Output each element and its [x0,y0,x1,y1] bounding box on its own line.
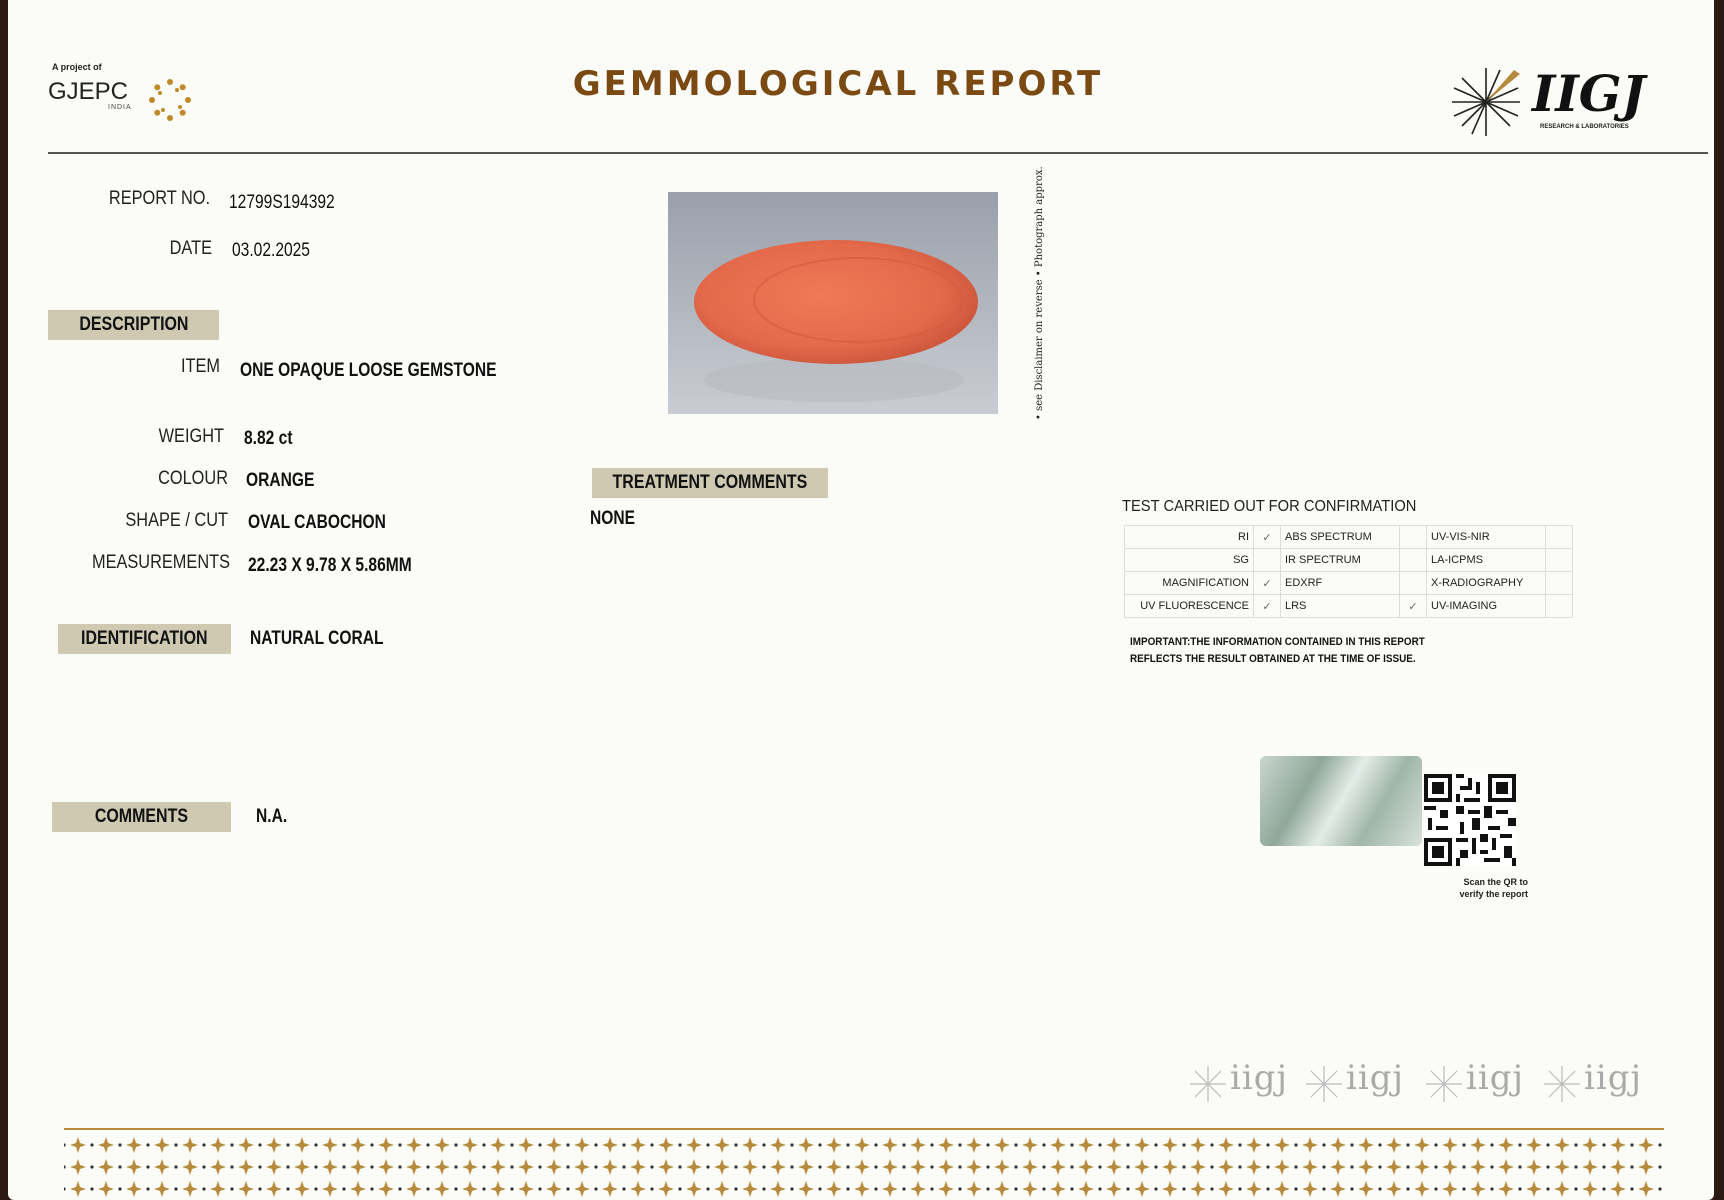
test-name: LRS [1281,595,1400,618]
treatment-value: NONE [590,508,636,529]
date-value: 03.02.2025 [232,240,310,261]
comments-tag [52,802,231,832]
check-icon-empty [1546,595,1573,618]
table-row [1125,572,1573,595]
identification-value: NATURAL CORAL [250,628,384,649]
check-icon: ✓ [1254,572,1281,595]
check-icon-empty [1546,572,1573,595]
item-label: ITEM [180,356,220,377]
check-icon-empty [1400,526,1427,549]
measurements-label: MEASUREMENTS [91,552,230,573]
item-value: ONE OPAQUE LOOSE GEMSTONE [240,360,497,381]
check-icon: ✓ [1400,595,1427,618]
hologram-sticker [1260,756,1422,846]
gjepc-star-icon [146,76,194,124]
check-icon-empty [1254,549,1281,572]
description-heading: DESCRIPTION [78,314,189,335]
comments-value: N.A. [256,806,288,827]
gjepc-logo [46,62,206,132]
gjepc-name: GJEPC [48,78,129,105]
description-tag [48,310,219,340]
watermark-burst-icon [1304,1064,1344,1104]
test-name: SG [1125,549,1254,572]
iigj-sub: RESEARCH & LABORATORIES [1540,124,1629,130]
treatment-heading: TREATMENT COMMENTS [612,472,808,493]
tests-title: TEST CARRIED OUT FOR CONFIRMATION [1122,498,1417,515]
test-name: EDXRF [1281,572,1400,595]
iigj-burst-icon [1448,64,1524,140]
footer-pattern [64,1134,1664,1198]
report-no-label: REPORT NO. [108,188,210,209]
shape-value: OVAL CABOCHON [248,512,386,533]
check-icon-empty [1400,572,1427,595]
table-row [1125,549,1573,572]
footer-rule [64,1128,1664,1130]
test-name: UV-IMAGING [1427,595,1546,618]
important-notice: IMPORTANT:THE INFORMATION CONTAINED IN THIS REPORT REFLECTS THE RESULT OBTAINED AT THE TIME OF ISSUE. [1130,636,1425,665]
test-name: UV FLUORESCENCE [1125,595,1254,618]
colour-label: COLOUR [158,468,228,489]
shape-label: SHAPE / CUT [125,510,228,531]
check-icon-empty [1546,526,1573,549]
weight-value: 8.82 ct [244,428,293,449]
check-icon-empty [1546,549,1573,572]
test-name: ABS SPECTRUM [1281,526,1400,549]
check-icon: ✓ [1254,526,1281,549]
iigj-watermark: iigj [1230,1058,1289,1098]
comments-heading: COMMENTS [94,806,189,827]
photo-note-text: • see Disclaimer on reverse • Photograph approx. [1034,166,1045,420]
gem-image [668,192,998,414]
colour-value: ORANGE [246,470,315,491]
test-name: X-RADIOGRAPHY [1427,572,1546,595]
test-name: UV-VIS-NIR [1427,526,1546,549]
measurements-value: 22.23 X 9.78 X 5.86MM [248,555,412,576]
gjepc-sub: INDIA [108,104,132,111]
watermark-burst-icon [1424,1064,1464,1104]
test-name: MAGNIFICATION [1125,572,1254,595]
iigj-name: IIGJ [1532,64,1646,123]
header-rule [48,152,1708,154]
identification-tag [58,624,231,654]
tests-table [1124,525,1573,618]
date-label: DATE [169,238,212,259]
iigj-logo [1448,58,1668,148]
gem-photo [668,192,998,414]
test-name: RI [1125,526,1254,549]
iigj-watermark: iigj [1584,1058,1643,1098]
table-row [1125,595,1573,618]
weight-label: WEIGHT [158,426,224,447]
report-sheet [8,0,1714,1200]
watermark-burst-icon [1542,1064,1582,1104]
check-icon: ✓ [1254,595,1281,618]
iigj-watermark: iigj [1346,1058,1405,1098]
check-icon-empty [1400,549,1427,572]
report-title: GEMMOLOGICAL REPORT [572,64,1104,104]
treatment-tag [592,468,828,498]
watermark-burst-icon [1188,1064,1228,1104]
iigj-watermark: iigj [1466,1058,1525,1098]
report-no-value: 12799S194392 [229,192,335,213]
qr-caption: Scan the QR to verify the report [1459,877,1528,899]
gjepc-caption: A project of [52,62,102,72]
identification-heading: IDENTIFICATION [81,628,208,649]
test-name: LA-ICPMS [1427,549,1546,572]
qr-code-icon[interactable] [1424,774,1516,866]
table-row [1125,526,1573,549]
photo-note [1022,166,1045,420]
test-name: IR SPECTRUM [1281,549,1400,572]
